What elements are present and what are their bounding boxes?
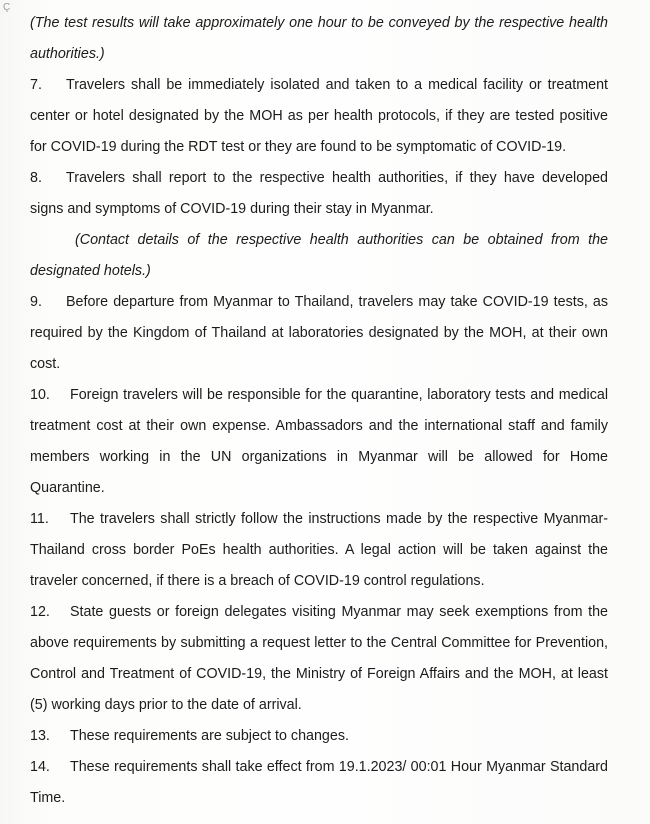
paragraph-13 [30, 721, 608, 752]
paragraph-text: Travelers shall report to the respective health authorities, if they have developed signs and symptoms of COVID-19 during their stay in Myanmar. [30, 170, 608, 217]
paragraph-text: Foreign travelers will be responsible for the quarantine, laboratory tests and medical treatment cost at their own expense. Ambassadors and the international staff and family members working in the UN organizations in Myanmar will be allowed for Home Quarantine. [30, 387, 608, 496]
paragraph-10 [30, 380, 608, 504]
paragraph-8 [30, 163, 608, 225]
paragraph-number: 13. [30, 728, 50, 744]
paragraph-14 [30, 752, 608, 814]
paragraph-number: 10. [30, 387, 50, 403]
paragraph-9 [30, 287, 608, 380]
contact-details-note [30, 225, 608, 287]
test-results-note [30, 8, 608, 70]
paragraph-text: The travelers shall strictly follow the instructions made by the respective Myanmar-Thailand cross border PoEs health authorities. A legal action will be taken against the traveler concerned, if there is a breach of COVID-19 control regulations. [30, 511, 608, 589]
paragraph-text: Travelers shall be immediately isolated and taken to a medical facility or treatment center or hotel designated by the MOH as per health protocols, if they are tested positive for COVID-19 during the RDT test or they are found to be symptomatic of COVID-19. [30, 77, 608, 155]
paragraph-text: These requirements are subject to changes. [70, 728, 349, 744]
paragraph-number: 8. [30, 170, 42, 186]
paragraph-number: 14. [30, 759, 50, 775]
paragraph-7 [30, 70, 608, 163]
paragraph-number: 12. [30, 604, 50, 620]
paragraph-text: These requirements shall take effect from 19.1.2023/ 00:01 Hour Myanmar Standard Time. [30, 759, 608, 806]
paragraph-text: State guests or foreign delegates visiting Myanmar may seek exemptions from the above requirements by submitting a request letter to the Central Committee for Prevention, Control and Treatment of COVID-19, the Ministry of Foreign Affairs and the MOH, at least (5) working days prior to the date of arrival. [30, 604, 608, 713]
paragraph-11 [30, 504, 608, 597]
paragraph-text: Before departure from Myanmar to Thailand, travelers may take COVID-19 tests, as required by the Kingdom of Thailand at laboratories designated by the MOH, at their own cost. [30, 294, 608, 372]
paragraph-text: (The test results will take approximately one hour to be conveyed by the respective health authorities.) [30, 15, 608, 62]
paragraph-number: 11. [30, 511, 49, 527]
paragraph-number: 7. [30, 77, 42, 93]
paragraph-text: (Contact details of the respective health authorities can be obtained from the designated hotels.) [30, 232, 608, 279]
paragraph-number: 9. [30, 294, 42, 310]
paragraph-12 [30, 597, 608, 721]
margin-mark: Ç [3, 2, 11, 13]
